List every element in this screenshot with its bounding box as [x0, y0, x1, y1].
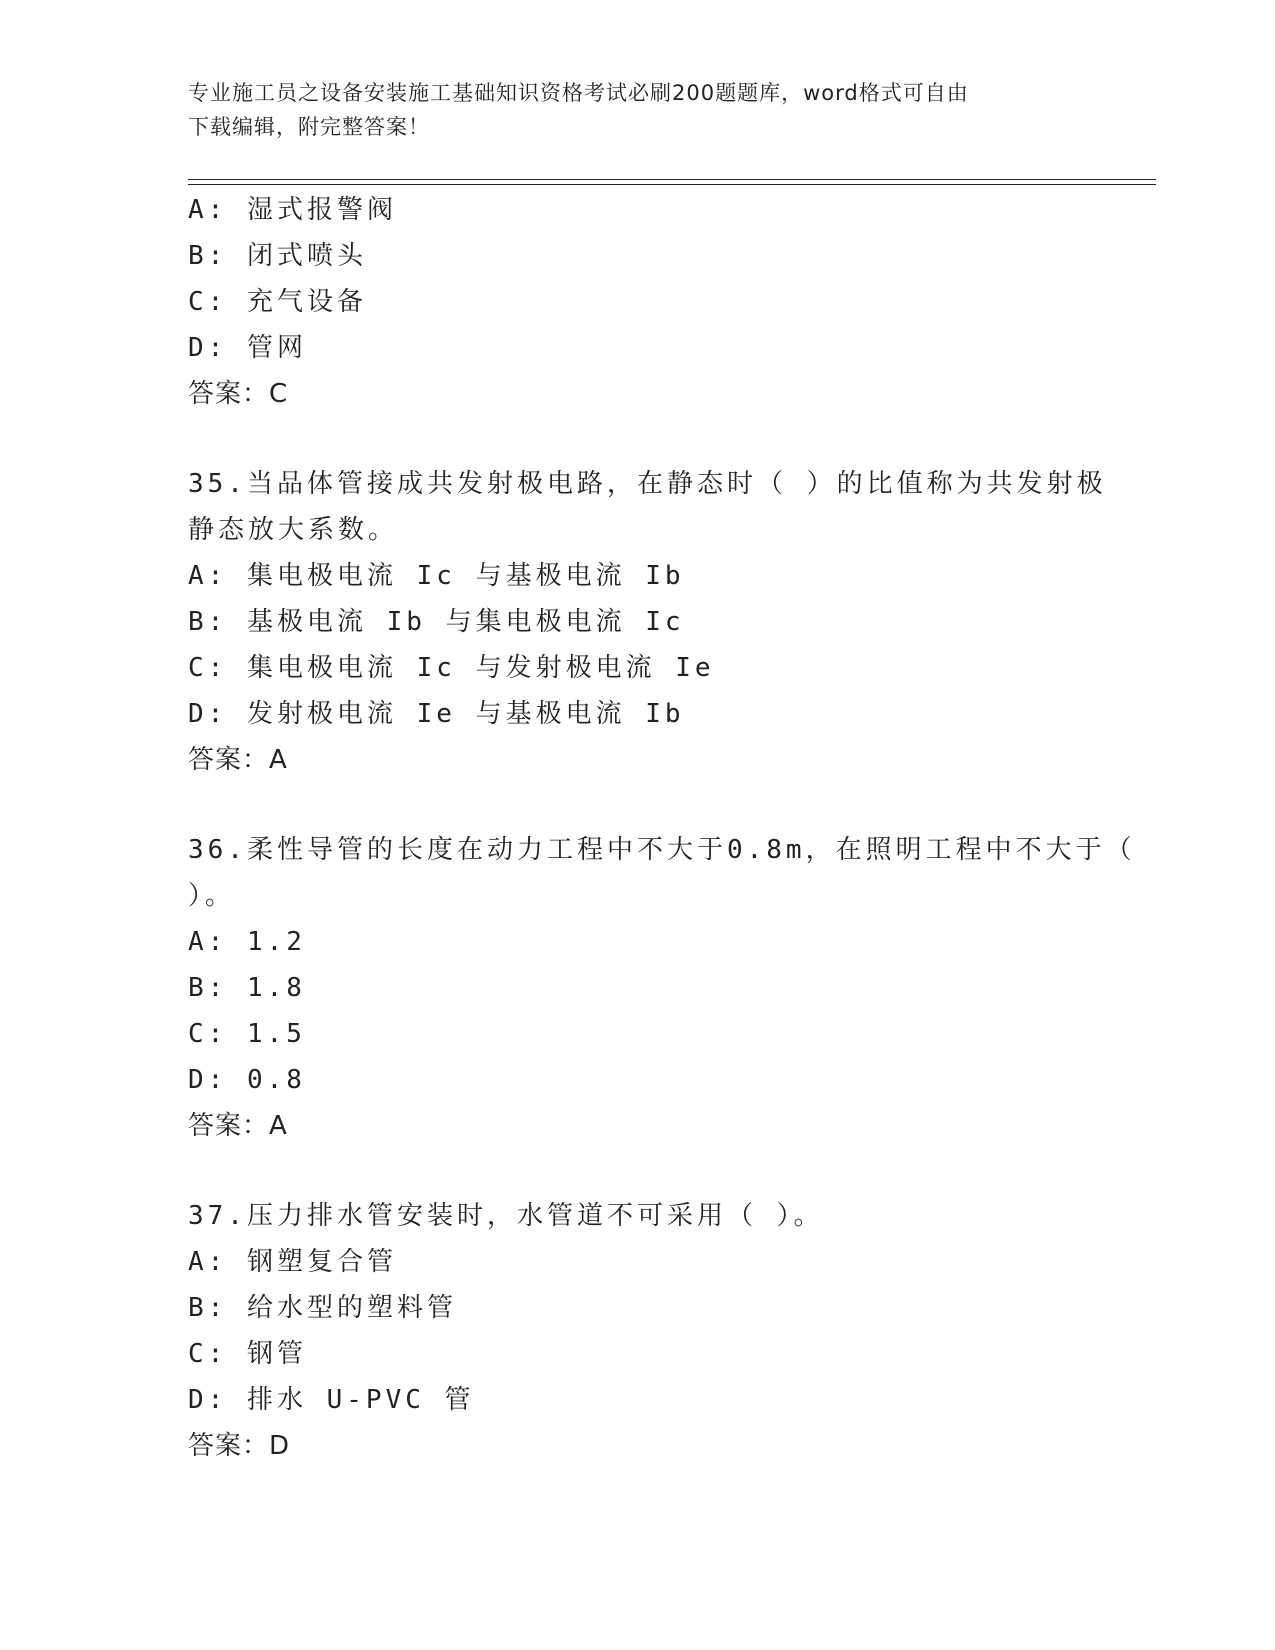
option-b: B: 给水型的塑料管	[188, 1293, 457, 1323]
option-a: A: 集电极电流 Ic 与基极电流 Ib	[188, 561, 685, 591]
option-c: C: 1.5	[188, 1019, 306, 1049]
question-text: 37.压力排水管安装时，水管道不可采用（ ）。	[188, 1201, 824, 1231]
header-divider-bottom	[188, 184, 1156, 185]
option-b: B: 闭式喷头	[188, 241, 367, 271]
header-line-2: 下载编辑，附完整答案！	[188, 115, 430, 139]
option-d: D: 发射极电流 Ie 与基极电流 Ib	[188, 699, 685, 729]
answer: 答案：A	[188, 745, 288, 775]
question-35	[188, 461, 1107, 783]
question-36	[188, 827, 1136, 1149]
option-a: A: 钢塑复合管	[188, 1247, 397, 1277]
header-line-1: 专业施工员之设备安装施工基础知识资格考试必刷200题题库，word格式可自由	[188, 81, 969, 105]
option-a: A: 湿式报警阀	[188, 195, 397, 225]
option-d: D: 管网	[188, 333, 307, 363]
question-37	[188, 1193, 1088, 1469]
question-34	[188, 187, 1088, 417]
option-b: B: 1.8	[188, 973, 306, 1003]
question-text-cont: ）。	[188, 881, 236, 911]
option-d: D: 排水 U-PVC 管	[188, 1385, 475, 1415]
answer: 答案：A	[188, 1111, 288, 1141]
document-header	[188, 76, 1088, 144]
answer: 答案：C	[188, 379, 289, 409]
option-b: B: 基极电流 Ib 与集电极电流 Ic	[188, 607, 685, 637]
header-divider-top	[188, 179, 1156, 180]
option-c: C: 集电极电流 Ic 与发射极电流 Ie	[188, 653, 715, 683]
option-c: C: 充气设备	[188, 287, 367, 317]
question-text: 36.柔性导管的长度在动力工程中不大于0.8m，在照明工程中不大于（	[188, 835, 1136, 865]
option-a: A: 1.2	[188, 927, 306, 957]
question-list	[188, 187, 1136, 1469]
option-d: D: 0.8	[188, 1065, 306, 1095]
answer: 答案：D	[188, 1431, 291, 1461]
question-text-cont: 静态放大系数。	[188, 515, 399, 545]
option-c: C: 钢管	[188, 1339, 307, 1369]
question-text: 35.当品体管接成共发射极电路，在静态时（ ）的比值称为共发射极	[188, 469, 1107, 499]
